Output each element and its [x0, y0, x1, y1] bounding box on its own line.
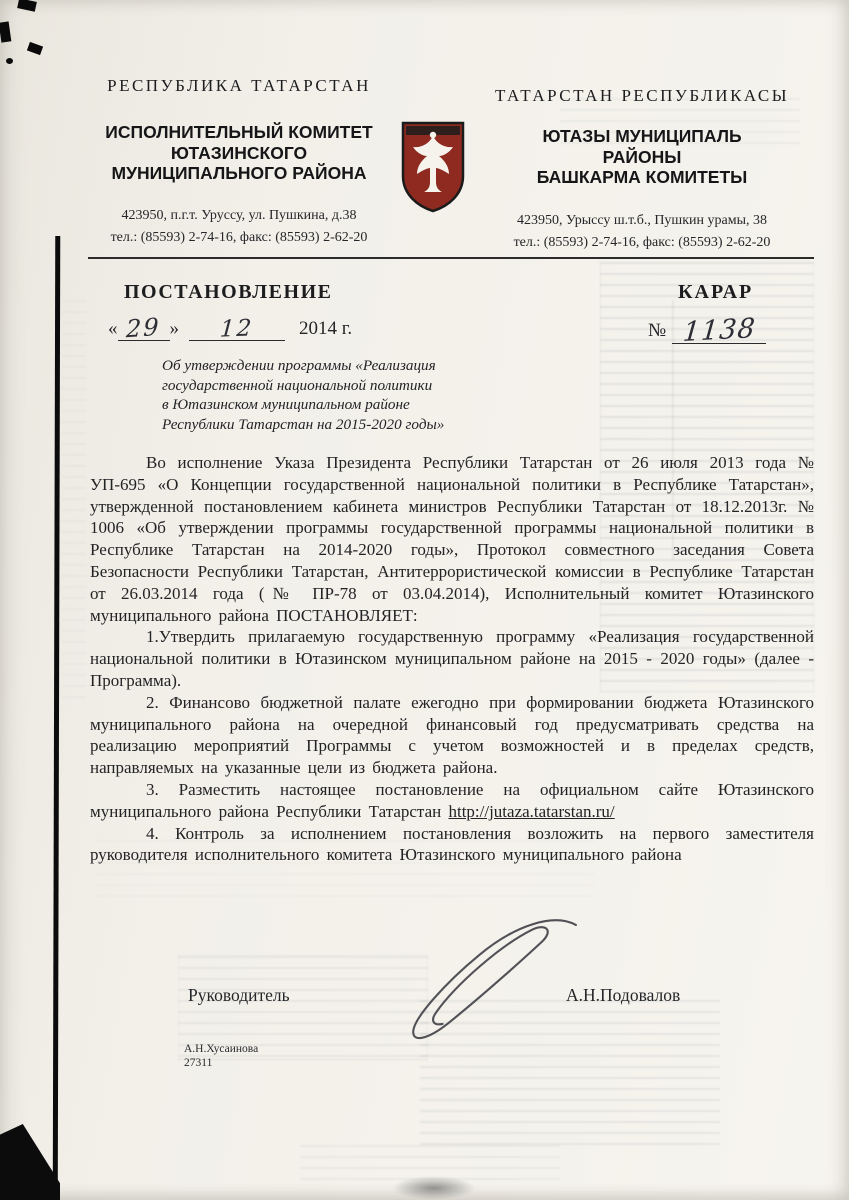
- scan-artifact: [6, 58, 13, 64]
- number-label: №: [648, 320, 667, 341]
- paragraph: [90, 823, 814, 867]
- signatory-title: Руководитель: [188, 985, 290, 1005]
- letterhead-ru: [86, 76, 392, 249]
- phone-line: тел.: (85593) 2-74-16, факс: (85593) 2-62-20: [513, 234, 771, 250]
- scan-artifact: [17, 0, 37, 12]
- scan-edge-line: [53, 236, 61, 1200]
- paragraph: [90, 692, 814, 779]
- doc-body: [90, 452, 814, 866]
- phone-line: тел.: (85593) 2-74-16, факс: (85593) 2-62-20: [110, 229, 368, 245]
- republic-title-ru: РЕСПУБЛИКА ТАТАРСТАН: [107, 76, 371, 95]
- date-day-handwritten: 29: [125, 312, 162, 344]
- doc-type-ru: ПОСТАНОВЛЕНИЕ: [124, 281, 333, 303]
- scan-corner-artifact: [0, 1124, 60, 1200]
- org-name-line: МУНИЦИПАЛЬНОГО РАЙОНА: [111, 163, 367, 183]
- paragraph-text: 4. Контроль за исполнением постановления возложить на первого заместителя руководителя исполнительного комитета Ютазинского муниципального района: [90, 823, 814, 865]
- doc-type-tt: КАРАР: [678, 281, 754, 303]
- signatory-name: А.Н.Подовалов: [566, 985, 681, 1005]
- subject-line: в Ютазинском муниципальном районе: [162, 396, 410, 414]
- scan-smudge: [392, 1176, 476, 1200]
- republic-title-tt: ТАТАРСТАН РЕСПУБЛИКАСЫ: [494, 86, 790, 105]
- address-line: 423950, п.г.т. Уруссу, ул. Пушкина, д.38: [121, 207, 357, 223]
- paragraph: [90, 452, 814, 626]
- org-name-line: ЮТАЗИНСКОГО: [170, 142, 308, 163]
- org-name-line: ЮТАЗЫ МУНИЦИПАЛЬ: [542, 126, 742, 146]
- paragraph: [90, 626, 814, 691]
- address-line: 423950, Урыссу ш.т.б., Пушкин урамы, 38: [517, 212, 767, 228]
- subject-line: Об утверждении программы «Реализация: [162, 357, 436, 374]
- paragraph-text: Во исполнение Указа Президента Республики Татарстан от 26 июля 2013 года № УП-695 «О Концепции государственной национальной политики в Республике Татарстан», утвержденной постановлением кабинета министров Республики Татарстан от 18.12.2013г. № 1006 «Об утверждении программы государственной программы национальной политики в Республике Татарстан на 2014-2020 годы», Протокол совместного заседания Совета Безопасности Республики Татарстан, Антитеррористической комиссии в Республике Татарстан от 26.03.2014 года (№ ПР-78 от 03.04.2014), Исполнительный комитет Ютазинского муниципального района ПОСТАНОВЛЯЕТ:: [90, 453, 814, 625]
- executor-code: 27311: [184, 1057, 213, 1069]
- paragraph: [90, 779, 814, 823]
- doc-date: [108, 312, 353, 344]
- bleed-through-artifact: [62, 300, 86, 700]
- org-name-ru: [86, 122, 392, 184]
- org-name-line: ИСПОЛНИТЕЛЬНЫЙ КОМИТЕТ: [105, 122, 373, 142]
- signature-stroke: [386, 910, 588, 1048]
- paragraph-text: 1.Утвердить прилагаемую государственную программу «Реализация государственной национальной политики в Ютазинском муниципальном районе на 2015 - 2020 годы» (далее - Программа).: [90, 627, 814, 690]
- subject-line: государственной национальной политики: [162, 376, 433, 394]
- paragraph-text: 3. Разместить настоящее постановление на официальном сайте Ютазинского муниципального района Республики Татарстан: [90, 779, 814, 821]
- doc-subject: [162, 356, 444, 434]
- open-quote: «: [108, 318, 118, 339]
- executor-name: А.Н.Хусаинова: [184, 1043, 259, 1055]
- number-handwritten: 1138: [681, 313, 757, 348]
- doc-number: [648, 312, 766, 348]
- date-year: 2014 г.: [299, 318, 353, 339]
- org-name-line: РАЙОНЫ: [602, 146, 682, 167]
- date-month-blank: [189, 314, 285, 341]
- executor-note: [184, 1042, 258, 1070]
- scan-artifact: [27, 42, 43, 55]
- contact-block-tt: [468, 210, 816, 254]
- org-name-line: БАШКАРМА КОМИТЕТЫ: [536, 167, 748, 187]
- date-day-blank: [118, 312, 170, 344]
- website-link: http://jutaza.tatarstan.ru/: [448, 801, 615, 821]
- subject-line: Республики Татарстан на 2015-2020 годы»: [162, 415, 445, 433]
- paragraph-text: 2. Финансово бюджетной палате ежегодно при формировании бюджета Ютазинского муниципального района на очередной финансовый год предусматривать средства на реализацию мероприятий Программы с учетом возможностей и в пределах средств, направляемых на указанные цели из бюджета района.: [90, 692, 814, 778]
- org-name-tt: [468, 126, 816, 188]
- contact-block-ru: [86, 205, 392, 249]
- letterhead-tt: [468, 86, 816, 254]
- close-quote: »: [169, 318, 179, 339]
- scan-artifact: [0, 21, 11, 42]
- header-divider: [88, 257, 814, 259]
- number-blank: [672, 312, 766, 348]
- coat-of-arms-emblem: [399, 120, 467, 214]
- date-month-handwritten: 12: [219, 315, 255, 343]
